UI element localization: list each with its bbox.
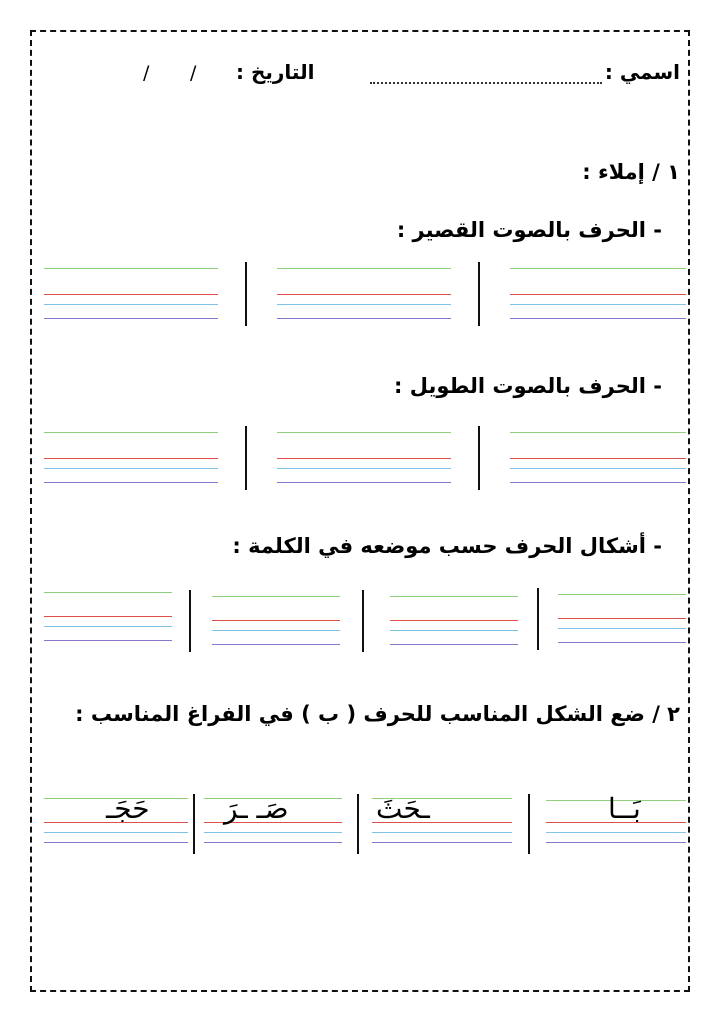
letter-forms-heading: - أشكال الحرف حسب موضعه في الكلمة : [232,534,662,558]
divider [245,426,247,490]
divider [537,588,539,650]
writing-lines-box[interactable] [44,592,172,644]
divider [478,262,480,326]
date-label: التاريخ : [236,60,315,84]
section-2-title: ٢ / ضع الشكل المناسب للحرف ( ب ) في الفراغ المناسب : [75,702,680,726]
divider [478,426,480,490]
section-1-title: ١ / إملاء : [582,160,680,184]
divider [189,590,191,652]
divider [528,794,530,854]
writing-lines-box[interactable] [44,268,218,324]
short-vowel-heading: - الحرف بالصوت القصير : [396,218,662,242]
word-4: حَجَـ [106,792,150,825]
divider [362,590,364,652]
word-1: بَــا [608,792,641,825]
writing-lines-box[interactable] [277,432,451,488]
writing-lines-box[interactable] [44,432,218,488]
writing-lines-box[interactable] [212,596,340,648]
date-slash-2: / [143,62,150,84]
word-3: صَـ ـرَ [224,792,289,825]
writing-lines-box[interactable] [510,268,686,324]
name-field-dotted-line[interactable] [370,62,602,84]
writing-lines-box[interactable] [558,594,686,646]
long-vowel-heading: - الحرف بالصوت الطويل : [394,374,662,398]
name-label: اسمي : [604,60,680,84]
writing-lines-box[interactable] [510,432,686,488]
date-slash-1: / [190,62,197,84]
divider [193,794,195,854]
divider [357,794,359,854]
writing-lines-box[interactable] [390,596,518,648]
word-2: ـحَثَ [376,792,430,825]
divider [245,262,247,326]
writing-lines-box[interactable] [277,268,451,324]
